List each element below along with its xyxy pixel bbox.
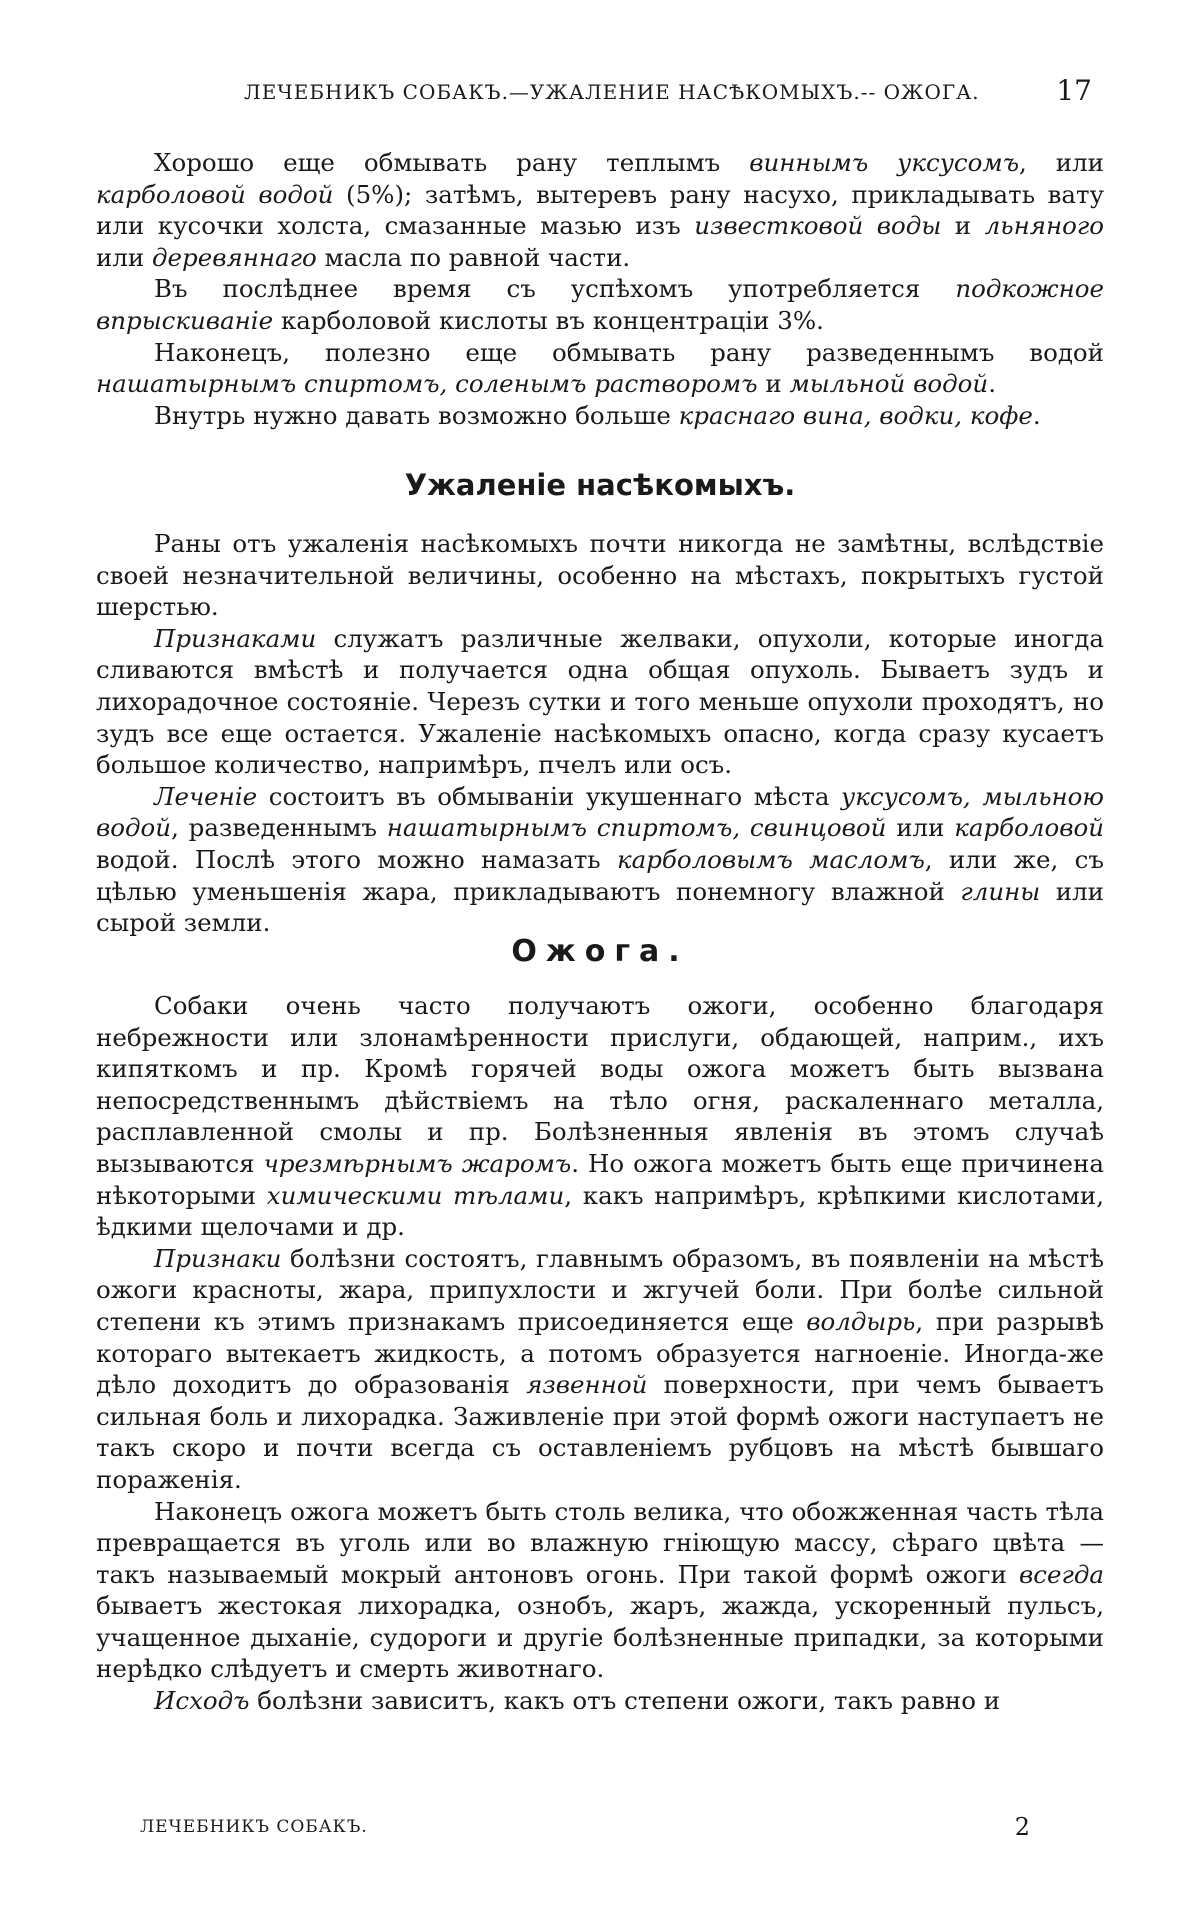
emphasis: краснаго вина, водки, кофе (678, 400, 1033, 430)
emphasis: известковой воды (694, 211, 942, 241)
text-run: Собаки очень часто получаютъ ожоги, особенно благодаря небрежности или злонамѣренности прислуги, обдающей, наприм., ихъ кипяткомъ и пр. Кромѣ горячей воды ожога можетъ быть вызвана непосредственнымъ дѣйствіемъ на тѣло огня, раскаленнаго металла, расплавленной смолы и пр. Болѣзненныя явленія въ этомъ случаѣ вызываются (96, 991, 1104, 1178)
emphasis: карболовымъ масломъ (616, 844, 925, 874)
emphasis: льняного (984, 211, 1104, 241)
text-run: . (1032, 400, 1041, 430)
paragraph (96, 1243, 1104, 1496)
paragraph (96, 400, 1104, 432)
text-run: , какъ напримѣръ, крѣпкими кислотами, ѣдкими щелочами и др. (96, 1180, 1104, 1242)
emphasis: уксусомъ, мыльною водой (96, 781, 1104, 843)
text-run: состоитъ въ обмываніи укушеннаго мѣста (257, 781, 842, 811)
paragraph (96, 273, 1104, 336)
signature-mark: 2 (1014, 1813, 1030, 1841)
text-run: , при разрывѣ котораго вытекаетъ жидкость, а потомъ образуется нагноеніе. Иногда-же дѣло доходитъ до образованія (96, 1306, 1104, 1400)
emphasis: подкожное впрыскиваніе (96, 274, 1104, 335)
paragraph (96, 528, 1104, 623)
text-run: болѣзни зависитъ, какъ отъ степени ожоги, такъ равно и (249, 1686, 1001, 1716)
paragraph (96, 781, 1104, 939)
text-run: . Но ожога можетъ быть еще причинена нѣкоторыми (96, 1148, 1104, 1210)
text-run: бываетъ жестокая лихорадка, ознобъ, жаръ, жажда, ускоренный пульсъ, учащенное дыханіе, судороги и другіе болѣзненные припадки, за которыми нерѣдко слѣдуетъ и смерть животнаго. (96, 1591, 1104, 1684)
emphasis: волдырь (806, 1306, 916, 1336)
text-run: (5%); затѣмъ, вытеревъ рану насухо, прикладывать вату или кусочки холста, смазанные мазью изъ (96, 179, 1104, 241)
text-run: и (941, 211, 985, 241)
emphasis: виннымъ уксусомъ (749, 148, 1020, 177)
intro-section (96, 147, 1104, 431)
text-run: и (757, 369, 790, 399)
running-title: ЛЕЧЕБНИКЪ СОБАКЪ.—УЖАЛЕНИЕ НАСѢКОМЫХЪ.-- ОЖОГА. (244, 80, 980, 104)
emphasis: Признаки (154, 1243, 282, 1273)
text-run: Въ послѣднее время съ успѣхомъ употребляется (154, 274, 956, 304)
paragraph (96, 623, 1104, 781)
paragraph (96, 147, 1104, 273)
text-run: Внутрь нужно давать возможно больше (154, 400, 679, 430)
emphasis: нашатырнымъ спиртомъ, соленымъ растворомъ (96, 369, 758, 399)
emphasis: глины (960, 876, 1041, 906)
burns-section (96, 990, 1104, 1717)
text-run: поверхности, при чемъ бываетъ сильная боль и лихорадка. Заживленіе при этой формѣ ожоги наступаетъ не такъ скоро и почти всегда съ оставленіемъ рубцовъ на мѣстѣ бывшаго пораженія. (96, 1370, 1104, 1494)
emphasis: мыльной водой (789, 369, 989, 399)
text-run: , разведеннымъ (171, 813, 387, 843)
emphasis: Леченіе (154, 781, 258, 811)
emphasis: Исходъ (154, 1686, 250, 1716)
text-run: , или же, съ цѣлью уменьшенія жара, прикладываютъ понемногу влажной (96, 844, 1104, 906)
emphasis: чрезмѣрнымъ жаромъ (263, 1148, 572, 1178)
text-run: Хорошо еще обмывать рану теплымъ (154, 148, 750, 177)
text-run: или сырой земли. (96, 876, 1104, 938)
emphasis: нашатырнымъ спиртомъ, свинцовой (386, 813, 887, 843)
section-heading-burns: Ожога. (511, 934, 689, 969)
page-number: 17 (1056, 74, 1092, 107)
emphasis: карболовой (954, 813, 1104, 843)
text-run: Раны отъ ужаленія насѣкомыхъ почти никогда не замѣтны, вслѣдствіе своей незначительной величины, особенно на мѣстахъ, покрытыхъ густой шерстью. (96, 529, 1104, 622)
emphasis: всегда (1019, 1559, 1104, 1589)
emphasis: язвенной (526, 1370, 648, 1400)
text-run: болѣзни состоятъ, главнымъ образомъ, въ появленіи на мѣстѣ ожоги красноты, жара, припухлости и жгучей боли. При болѣе сильной степени къ этимъ признакамъ присоединяется еще (96, 1243, 1104, 1336)
text-run: или (886, 813, 955, 843)
paragraph (96, 1496, 1104, 1686)
paragraph (96, 1685, 1104, 1717)
footer-title: ЛЕЧЕБНИКЪ СОБАКЪ. (140, 1817, 368, 1837)
running-head (96, 74, 1104, 110)
emphasis: Признаками (154, 623, 317, 653)
text-run: , или (1019, 148, 1105, 177)
insects-section (96, 528, 1104, 939)
text-run: служатъ различные желваки, опухоли, которые иногда сливаются вмѣстѣ и получается одна общая опухоль. Бываетъ зудъ и лихорадочное состояніе. Черезъ сутки и того меньше опухоли проходятъ, но зудъ все еще остается. Ужаленіе насѣкомыхъ опасно, когда сразу кусаетъ большое количество, напримѣръ, пчелъ или осъ. (96, 623, 1104, 780)
paragraph (96, 337, 1104, 400)
text-run: Наконецъ, полезно еще обмывать рану разведеннымъ водой (154, 337, 1104, 367)
text-run: масла по равной части. (316, 242, 631, 272)
section-heading-insects: Ужаленіе насѣкомыхъ. (404, 468, 796, 502)
text-run: . (988, 369, 996, 399)
emphasis: карболовой водой (96, 179, 334, 209)
paragraph (96, 990, 1104, 1243)
text-run: водой. Послѣ этого можно намазать (96, 844, 617, 874)
text-run: Наконецъ ожога можетъ быть столь велика, что обожженная часть тѣла превращается въ уголь или во влажную гніющую массу, сѣраго цвѣта — такъ называемый мокрый антоновъ огонь. При такой формѣ ожоги (96, 1496, 1104, 1589)
text-run: карболовой кислоты въ концентраціи 3%. (273, 305, 824, 335)
page-footer (96, 1813, 1104, 1847)
text-run: или (96, 242, 153, 272)
emphasis: химическими тѣлами (266, 1180, 565, 1210)
emphasis: деревяннаго (152, 242, 317, 272)
